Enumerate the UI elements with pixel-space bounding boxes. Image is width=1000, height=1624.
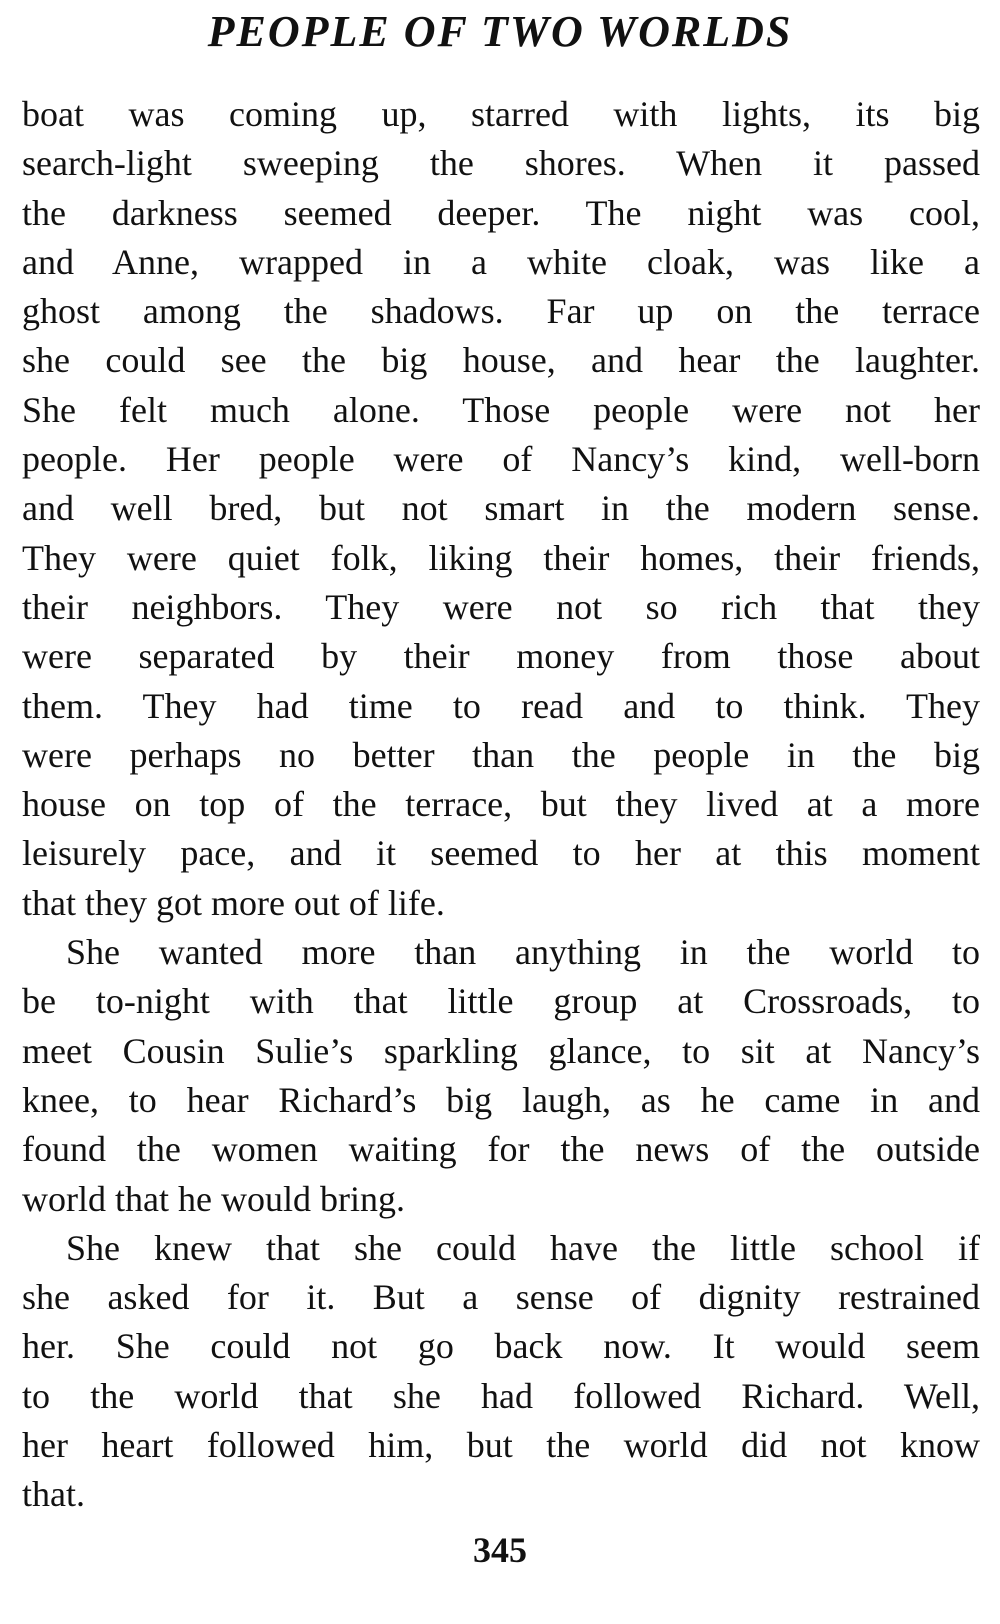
paragraph-1 (22, 90, 980, 928)
text-line: the darkness seemed deeper. The night was cool, (22, 192, 980, 233)
text-line: were separated by their money from those about (22, 636, 980, 677)
text-line: to the world that she had followed Richard. Well, (22, 1375, 980, 1416)
text-line: leisurely pace, and it seemed to her at this moment (22, 833, 980, 874)
text-line: she asked for it. But a sense of dignity restrained (22, 1277, 980, 1318)
text-line: her. She could not go back now. It would seem (22, 1326, 980, 1367)
body-text (22, 90, 980, 1520)
text-line: meet Cousin Sulie’s sparkling glance, to sit at Nancy’s (22, 1030, 980, 1071)
text-line: found the women waiting for the news of the outside (22, 1129, 980, 1170)
text-line: She knew that she could have the little school if (66, 1227, 980, 1268)
text-line: that. (22, 1474, 85, 1515)
text-line: and well bred, but not smart in the modern sense. (22, 488, 980, 529)
text-line: She wanted more than anything in the world to (66, 932, 980, 973)
text-line: search-light sweeping the shores. When it passed (22, 143, 980, 184)
text-line: that they got more out of life. (22, 882, 445, 923)
text-line: house on top of the terrace, but they lived at a more (22, 784, 980, 825)
text-line: and Anne, wrapped in a white cloak, was like a (22, 241, 980, 282)
text-line: knee, to hear Richard’s big laugh, as he came in and (22, 1079, 980, 1120)
text-line: They were quiet folk, liking their homes, their friends, (22, 537, 980, 578)
text-line: She felt much alone. Those people were not her (22, 389, 980, 430)
text-line: world that he would bring. (22, 1178, 405, 1219)
text-line: her heart followed him, but the world did not know (22, 1425, 980, 1466)
paragraph-2 (22, 928, 980, 1224)
text-line: their neighbors. They were not so rich that they (22, 586, 980, 627)
text-line: them. They had time to read and to think. They (22, 685, 980, 726)
text-line: ghost among the shadows. Far up on the terrace (22, 291, 980, 332)
text-line: were perhaps no better than the people in the big (22, 734, 980, 775)
running-head: PEOPLE OF TWO WORLDS (207, 7, 793, 56)
text-line: be to-night with that little group at Crossroads, to (22, 981, 980, 1022)
text-line: she could see the big house, and hear the laughter. (22, 340, 980, 381)
text-line: boat was coming up, starred with lights, its big (22, 94, 980, 134)
paragraph-3 (22, 1224, 980, 1520)
page-number: 345 (473, 1530, 527, 1570)
text-line: people. Her people were of Nancy’s kind, well-born (22, 439, 980, 480)
